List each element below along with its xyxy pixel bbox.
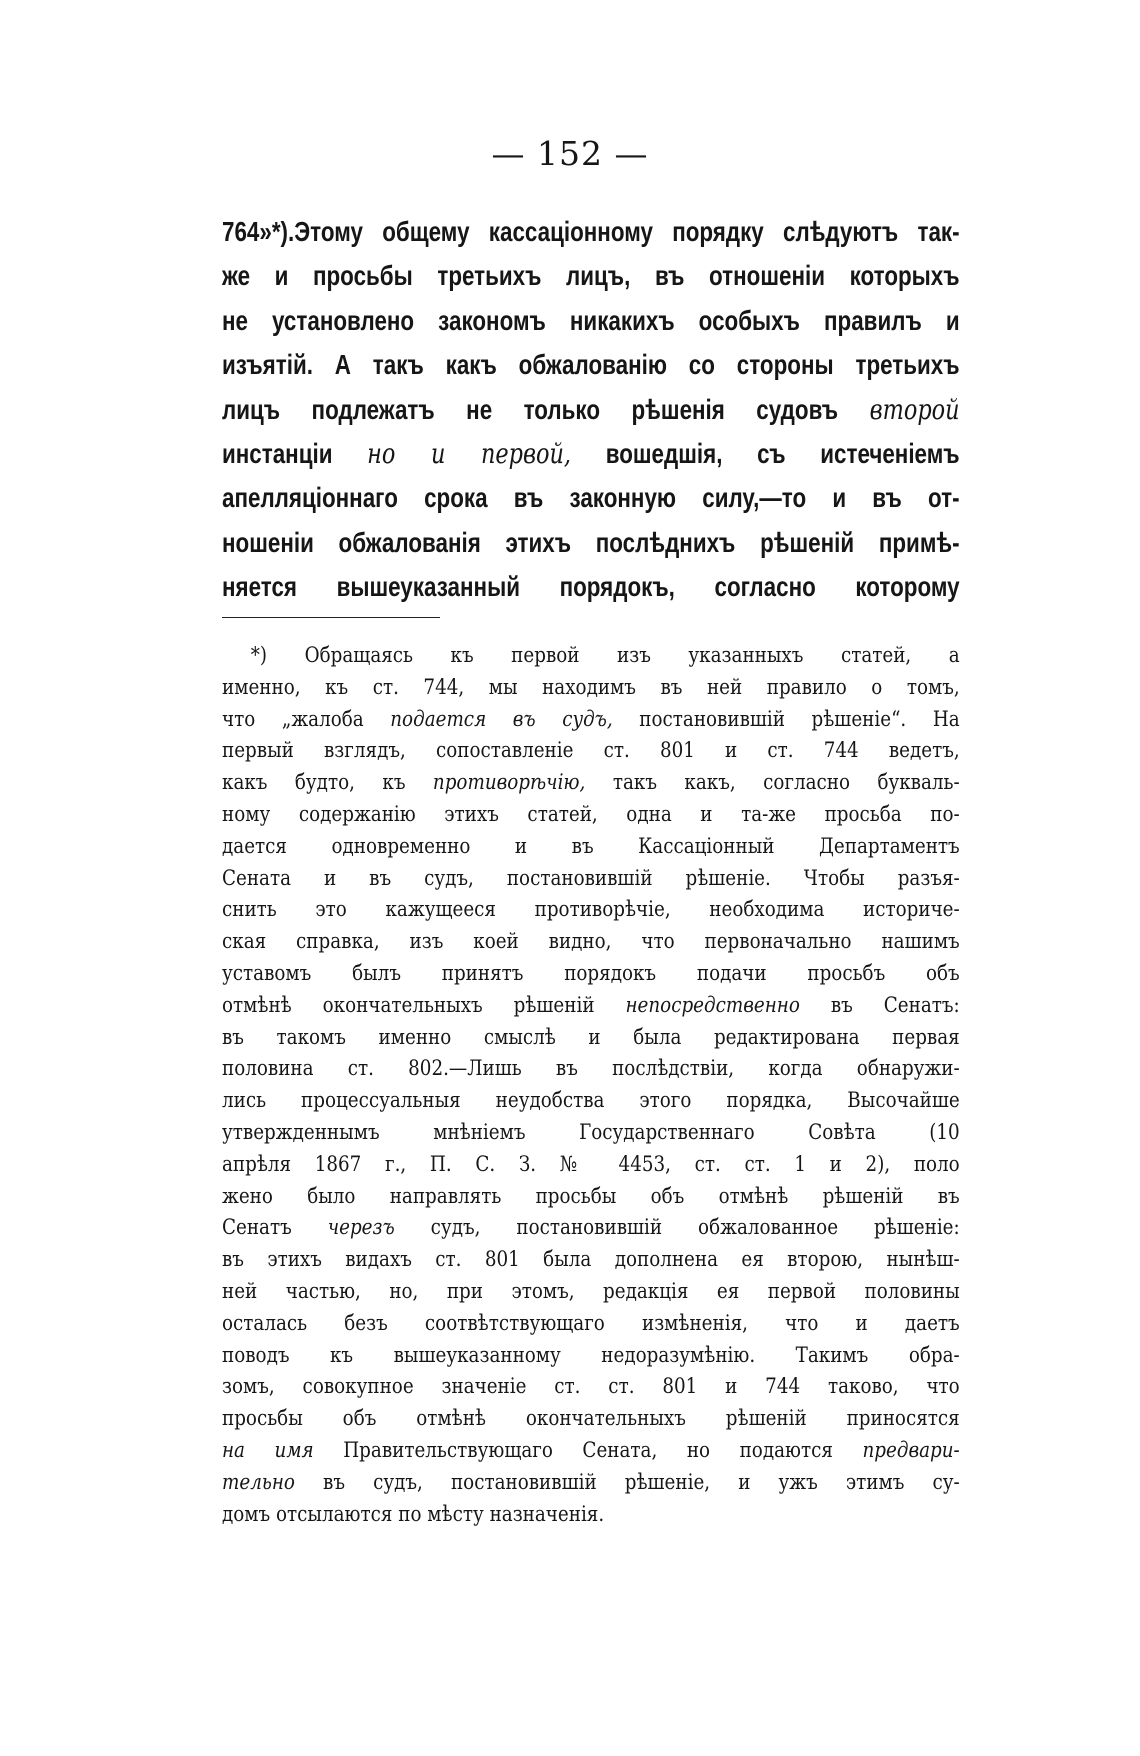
footnote-line: половина ст. 802.—Лишь въ послѣдствіи, когда обнаружи- [222, 1056, 960, 1081]
footnote-line-text: судъ, постановившій обжалованное рѣшеніе: [430, 1215, 960, 1240]
footnote-line-text: какъ будто, къ [222, 770, 406, 795]
italic-text: но и первой, [367, 436, 572, 470]
footnote-line [222, 1212, 960, 1244]
footnote-line-text: такъ какъ, согласно букваль- [612, 770, 960, 795]
footnote-line-text: въ судъ, постановившій рѣшеніе, и ужъ этимъ су- [323, 1469, 960, 1494]
footnote-line: уставомъ былъ принятъ порядокъ подачи просьбъ объ [222, 960, 960, 985]
main-line [222, 432, 960, 476]
main-line: не установлено закономъ никакихъ особыхъ правилъ и [222, 304, 960, 336]
footnote-line: ней частью, но, при этомъ, редакція ея первой половины [222, 1278, 960, 1303]
italic-text: предвари- [862, 1437, 960, 1462]
footnote-line: Сената и въ судъ, постановившій рѣшеніе. Чтобы разъя- [222, 865, 960, 890]
italic-text: противорѣчію, [432, 770, 586, 795]
footnote-line: снить это кажущееся противорѣчіе, необходима историче- [222, 897, 960, 922]
footnote-line: просьбы объ отмѣнѣ окончательныхъ рѣшеній приносятся [222, 1406, 960, 1431]
main-line: изъятій. А такъ какъ обжалованію со стороны третьихъ [222, 349, 960, 381]
main-line: апелляціоннаго срока въ законную силу,—то и въ от- [222, 482, 960, 514]
footnote-line: лись процессуальныя неудобства этого порядка, Высочайше [222, 1088, 960, 1113]
footnote-line: поводъ къ вышеуказанному недоразумѣнію. Такимъ обра- [222, 1342, 960, 1367]
footnote-line: именно, къ ст. 744, мы находимъ въ ней правило о томъ, [222, 674, 960, 699]
footnote-line: апрѣля 1867 г., П. С. З. № 4453, ст. ст. 1 и 2), поло [222, 1151, 960, 1176]
footnote-divider [222, 617, 440, 618]
italic-text: тельно [222, 1469, 295, 1494]
main-line: няется вышеуказанный порядокъ, согласно которому [222, 571, 960, 603]
italic-text: подается въ судъ, [390, 706, 613, 731]
main-line-text: инстанціи [222, 437, 333, 469]
footnote-line: осталась безъ соотвѣтствующаго измѣненія, что и даетъ [222, 1310, 960, 1335]
footnote-line: въ такомъ именно смыслѣ и была редактирована первая [222, 1024, 960, 1049]
footnote-line-text: что „жалоба [222, 706, 364, 731]
footnote-line-text: Правительствующаго Сената, но подаются [343, 1437, 833, 1462]
footnote-line: ному содержанію этихъ статей, одна и та-же просьба по- [222, 801, 960, 826]
footnote [222, 640, 960, 1530]
footnote-line [222, 990, 960, 1022]
footnote-line: жено было направлять просьбы объ отмѣнѣ рѣшеній въ [222, 1183, 960, 1208]
footnote-line [222, 1435, 960, 1467]
main-line-text: вошедшія, съ истеченіемъ [605, 437, 960, 469]
italic-text: второй [869, 392, 960, 426]
footnote-line-text: Сенатъ [222, 1215, 292, 1240]
footnote-line: утвержденнымъ мнѣніемъ Государственнаго Совѣта (10 [222, 1119, 960, 1144]
footnote-line: домъ отсылаются по мѣсту назначенія. [222, 1501, 605, 1526]
main-text [222, 210, 960, 610]
footnote-line-text: въ Сенатъ: [830, 992, 960, 1017]
main-line: 764»*).Этому общему кассаціонному порядку слѣдуютъ так- [222, 216, 960, 247]
italic-text: на имя [222, 1437, 314, 1462]
main-line-text: лицъ подлежатъ не только рѣшенія судовъ [222, 393, 839, 425]
page-number: — 152 — [491, 134, 649, 173]
footnote-line: первый взглядъ, сопоставленіе ст. 801 и ст. 744 ведетъ, [222, 738, 960, 763]
italic-text: черезъ [327, 1215, 395, 1240]
footnote-line [222, 767, 960, 799]
footnote-line-text: отмѣнѣ окончательныхъ рѣшеній [222, 992, 595, 1017]
main-line: ношеніи обжалованія этихъ послѣднихъ рѣшеній примѣ- [222, 526, 960, 558]
italic-text: непосредственно [625, 992, 800, 1017]
footnote-line: дается одновременно и въ Кассаціонный Департаментъ [222, 833, 960, 858]
footnote-line: *) Обращаясь къ первой изъ указанныхъ статей, а [250, 643, 960, 667]
footnote-line: ская справка, изъ коей видно, что первоначально нашимъ [222, 929, 960, 954]
footnote-line [222, 704, 960, 736]
footnote-line: въ этихъ видахъ ст. 801 была дополнена ея второю, нынѣш- [222, 1247, 960, 1272]
main-line [222, 388, 960, 432]
footnote-line: зомъ, совокупное значеніе ст. ст. 801 и 744 таково, что [222, 1374, 960, 1399]
footnote-line-text: постановившій рѣшеніе“. На [639, 706, 960, 731]
footnote-line [222, 1467, 960, 1499]
main-line: же и просьбы третьихъ лицъ, въ отношеніи которыхъ [222, 260, 960, 292]
